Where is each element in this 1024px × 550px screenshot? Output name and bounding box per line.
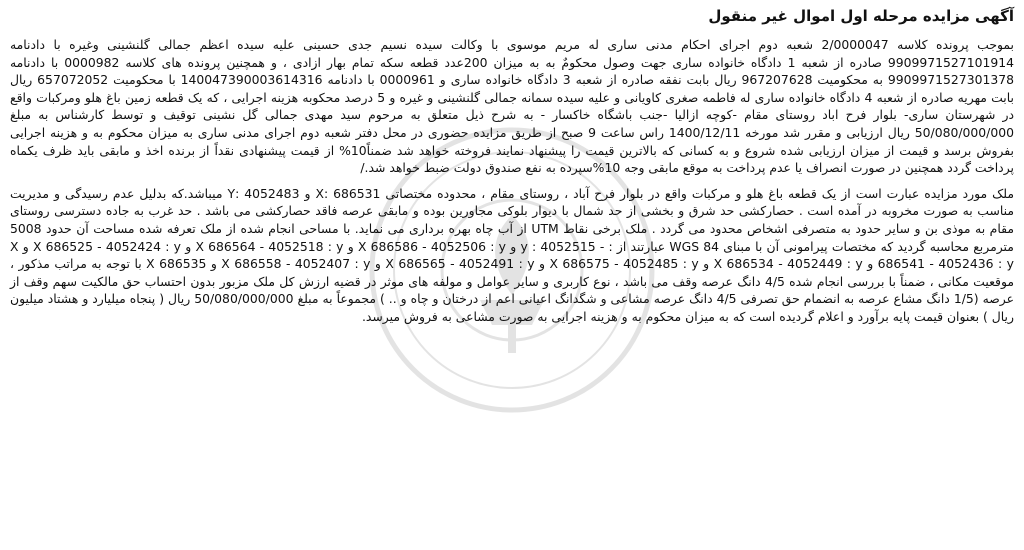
notice-paragraph-property-description: ملک مورد مزایده عبارت است از یک قطعه باغ هلو و مرکبات واقع در بلوار فرح آباد ، روستای مقام ، محدوده مختصاتی 686531 :X و 4052483 :Y میباشد.که بدلیل عدم رسیدگی و مدیریت مناسب به صورت مخروبه در آمده است . حصارکشی حد شرق و بخشی از حد شمال با دیوار بلوکی مجاورین بوده و مابقی عرصه فاقد حصارکشی می باشد . حد غرب به جاده دسترسی روستای مقام به موذی بن و سایر حدود به متصرفی اشخاص محدود می گردد . ملک برخی نقاط UTM از آب چاه بهره برداری می نماید. با مساحی انجام شده از ملک تعرفه شده مساحت آن حدود 5008 مترمربع محاسبه گردید که مختصات پیرامونی آن با مبنای WGS 84 عبارتند از : - 4052515 : y و X 686586 - 4052506 : y و X 686564 - 4052518 : y و X 686525 - 4052424 : y و X 686541 - 4052436 : y و X 686534 - 4052449 : y و X 686575 - 4052485 : y و X 686565 - 4052491 : y و X 686558 - 4052407 : y و X 686535 با توجه به مراتب مذکور ، موقعیت مکانی ، ضمناً با بررسی انجام شده 4/5 دانگ عرصه وقف می باشد ، نوع کاربری و سایر عوامل و مولفه های موثر در قضیه ارزش کل ملک مزبور بدون احتساب حق مالکیت سهم وقف از عرصه (1/5 دانگ مشاع عرصه به انضمام حق تصرفی 4/5 دانگ عرصه مشاعی و شگدانگ اعیانی اعم از درختان و چاه و .. ) مجموعاً به مبلغ 50/080/000/000 ریال ( پنجاه میلیارد و هشتاد میلیون ریال ) بعنوان قیمت پایه برآورد و اعلام گردیده است که به میزان محکوم به و هزینه اجرایی به صورت مشاعی به فروش میرسد. [10,185,1015,324]
notice-paragraph-case-details: بموجب پرونده کلاسه 2/0000047 شعبه دوم اجرای احکام مدنی ساری له مریم موسوی با وکالت سیده نسیم جدی حسینی علیه سیده اعظم جمالی گلنشینی وغیره با دادنامه 9909971527101914 صادره از شعبه 1 دادگاه خانواده ساری جهت وصول محکومٌ به به میزان 200عدد قطعه سکه تمام بهار ازادی ، و همچنین پرونده های کلاسه 0000982 با دادنامه 9909971527301378 به محکومیت 967207628 ریال بابت نفقه صادره از شعبه 3 دادگاه خانواده ساری و 0000961 با دادنامه 140047390003614316 با محکومیت 657072052 ریال بابت مهریه صادره از شعبه 4 دادگاه خانواده ساری له فاطمه صغری کاویانی و علیه سیده سمانه جمالی گلنشینی و غیره و 5 درصد محکوبه هزینه اجرایی ، که یک قطعه زمین باغ هلو ومرکبات واقع در شهرستان ساری- بلوار فرح اباد روستای مقام -کوچه ازالیا -جنب باشگاه خاکسار - به شرح ذیل متعلق به مرحوم سید مهدی جمالی گل نشینی توقیف و توسط کارشناس به مبلغ 50/080/000/000 ریال ارزیابی و مقرر شد مورخه 1400/12/11 راس ساعت 9 صبح از طریق مزایده حضوری در محل دفتر شعبه دوم اجرای مدنی ساری به میزان محکوم به و هزینه اجرایی بفروش برسد و قیمت از میزان ارزیابی شده شروع و به کسانی که بالاترین قیمت را پیشنهاد نمایند فروخته خواهد شد ضمناً10% از قیمت پیشنهادی نقداً از برنده اخذ و مابقی باید ظرف یکماه پرداخت گردد همچنین در صورت انصراف یا عدم پرداخت به موقع مابقی وجه 10%سپرده به نفع صندوق دولت ضبط خواهد شد./ [10,37,1015,176]
notice-title: آگهی مزایده مرحله اول اموال غیر منقول [708,7,1014,25]
